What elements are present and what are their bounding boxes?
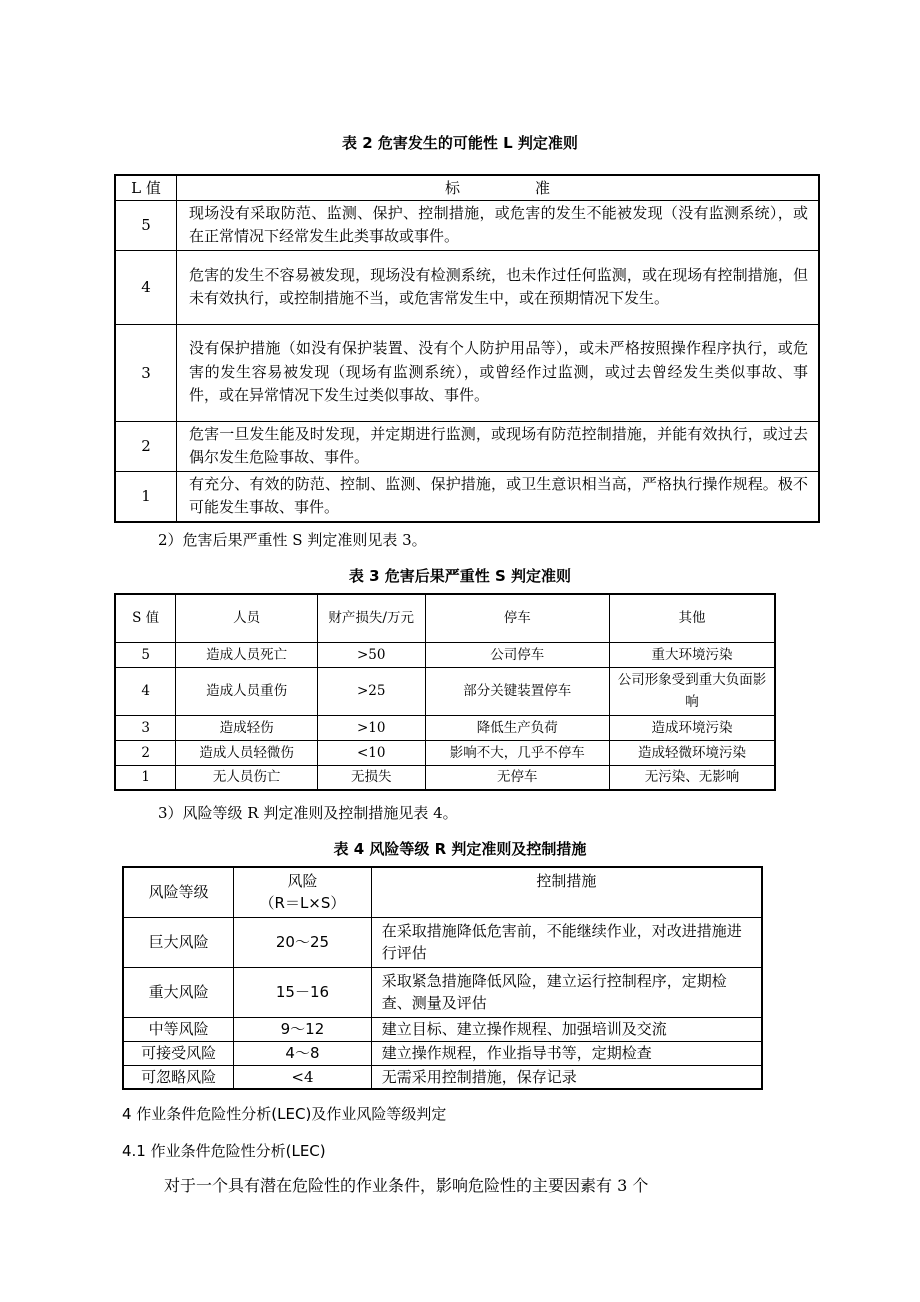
table-row — [115, 421, 819, 471]
cell: 造成人员死亡 — [176, 642, 318, 667]
table-row — [115, 740, 775, 765]
l-value: 2 — [115, 421, 177, 471]
header-personnel: 人员 — [176, 594, 318, 642]
table2-likelihood-criteria — [114, 174, 820, 523]
cell: 无损失 — [317, 765, 425, 790]
cell: 造成人员重伤 — [176, 667, 318, 715]
table4-caption: 表 4 风险等级 R 判定准则及控制措施 — [333, 840, 587, 858]
table-header-row — [123, 867, 762, 917]
table-row — [115, 667, 775, 715]
table-row — [123, 1065, 762, 1089]
header-criteria: 标 准 — [177, 175, 820, 200]
risk-level: 重大风险 — [123, 967, 234, 1017]
table-row — [115, 642, 775, 667]
cell: 造成轻微环境污染 — [609, 740, 775, 765]
table4-risk-levels — [122, 866, 763, 1090]
cell: 造成轻伤 — [176, 715, 318, 740]
cell: 部分关键装置停车 — [425, 667, 609, 715]
table-row — [115, 715, 775, 740]
section-4-1-heading: 4.1 作业条件危险性分析(LEC) — [122, 1142, 326, 1160]
note-table3-reference: 2）危害后果严重性 S 判定准则见表 3。 — [158, 531, 427, 549]
table-row — [115, 200, 819, 250]
criteria-text: 危害一旦发生能及时发现，并定期进行监测，或现场有防范控制措施，并能有效执行，或过去偶尔发生危险事故、事件。 — [177, 421, 820, 471]
risk-level: 可忽略风险 — [123, 1065, 234, 1089]
control-measure: 无需采用控制措施，保存记录 — [371, 1065, 762, 1089]
cell: 重大环境污染 — [609, 642, 775, 667]
cell: 降低生产负荷 — [425, 715, 609, 740]
cell: 5 — [115, 642, 176, 667]
risk-range: 9～12 — [234, 1017, 372, 1041]
table-row — [115, 471, 819, 522]
note-table4-reference: 3）风险等级 R 判定准则及控制措施见表 4。 — [158, 804, 458, 822]
risk-range: 4～8 — [234, 1041, 372, 1065]
header-risk-line2: （R＝L×S） — [259, 894, 346, 913]
table-row — [115, 250, 819, 324]
table-row — [123, 1017, 762, 1041]
cell: 1 — [115, 765, 176, 790]
cell: >10 — [317, 715, 425, 740]
cell: 影响不大，几乎不停车 — [425, 740, 609, 765]
table3-severity-criteria — [114, 593, 776, 791]
l-value: 4 — [115, 250, 177, 324]
header-control-measures: 控制措施 — [371, 867, 762, 917]
cell: 无污染、无影响 — [609, 765, 775, 790]
body-paragraph: 对于一个具有潜在危险性的作业条件，影响危险性的主要因素有 3 个 — [164, 1176, 649, 1195]
table3-caption: 表 3 危害后果严重性 S 判定准则 — [348, 567, 572, 585]
header-other: 其他 — [609, 594, 775, 642]
section-4-heading: 4 作业条件危险性分析(LEC)及作业风险等级判定 — [122, 1105, 447, 1123]
cell: 公司形象受到重大负面影响 — [609, 667, 775, 715]
cell: <10 — [317, 740, 425, 765]
cell: 公司停车 — [425, 642, 609, 667]
header-risk-level: 风险等级 — [123, 867, 234, 917]
cell: 无人员伤亡 — [176, 765, 318, 790]
risk-range: 15－16 — [234, 967, 372, 1017]
control-measure: 建立目标、建立操作规程、加强培训及交流 — [371, 1017, 762, 1041]
risk-level: 中等风险 — [123, 1017, 234, 1041]
header-l-value: L 值 — [115, 175, 177, 200]
risk-range: <4 — [234, 1065, 372, 1089]
control-measure: 采取紧急措施降低风险，建立运行控制程序，定期检查、测量及评估 — [371, 967, 762, 1017]
cell: >25 — [317, 667, 425, 715]
l-value: 1 — [115, 471, 177, 522]
criteria-text: 没有保护措施（如没有保护装置、没有个人防护用品等），或未严格按照操作程序执行，或危害的发生容易被发现（现场有监测系统），或曾经作过监测，或过去曾经发生类似事故、事件，或在异常情况下发生过类似事故、事件。 — [177, 324, 820, 421]
l-value: 5 — [115, 200, 177, 250]
table-row — [123, 967, 762, 1017]
cell: 3 — [115, 715, 176, 740]
cell: 造成环境污染 — [609, 715, 775, 740]
table-row — [115, 765, 775, 790]
header-risk-line1: 风险 — [287, 872, 318, 891]
header-property-loss: 财产损失/万元 — [317, 594, 425, 642]
criteria-text: 危害的发生不容易被发现，现场没有检测系统，也未作过任何监测，或在现场有控制措施，但未有效执行，或控制措施不当，或危害常发生中，或在预期情况下发生。 — [177, 250, 820, 324]
l-value: 3 — [115, 324, 177, 421]
cell: >50 — [317, 642, 425, 667]
cell: 2 — [115, 740, 176, 765]
table-row — [115, 324, 819, 421]
header-risk-formula — [234, 867, 372, 917]
header-shutdown: 停车 — [425, 594, 609, 642]
cell: 造成人员轻微伤 — [176, 740, 318, 765]
table-row — [123, 1041, 762, 1065]
table-header-row — [115, 175, 819, 200]
risk-level: 巨大风险 — [123, 917, 234, 967]
table-row — [123, 917, 762, 967]
criteria-text: 现场没有采取防范、监测、保护、控制措施，或危害的发生不能被发现（没有监测系统），或在正常情况下经常发生此类事故或事件。 — [177, 200, 820, 250]
table2-caption: 表 2 危害发生的可能性 L 判定准则 — [342, 134, 578, 152]
risk-range: 20～25 — [234, 917, 372, 967]
criteria-text: 有充分、有效的防范、控制、监测、保护措施，或卫生意识相当高，严格执行操作规程。极不可能发生事故、事件。 — [177, 471, 820, 522]
control-measure: 在采取措施降低危害前，不能继续作业，对改进措施进行评估 — [371, 917, 762, 967]
cell: 4 — [115, 667, 176, 715]
cell: 无停车 — [425, 765, 609, 790]
risk-level: 可接受风险 — [123, 1041, 234, 1065]
header-s-value: S 值 — [115, 594, 176, 642]
table-header-row — [115, 594, 775, 642]
control-measure: 建立操作规程，作业指导书等，定期检查 — [371, 1041, 762, 1065]
